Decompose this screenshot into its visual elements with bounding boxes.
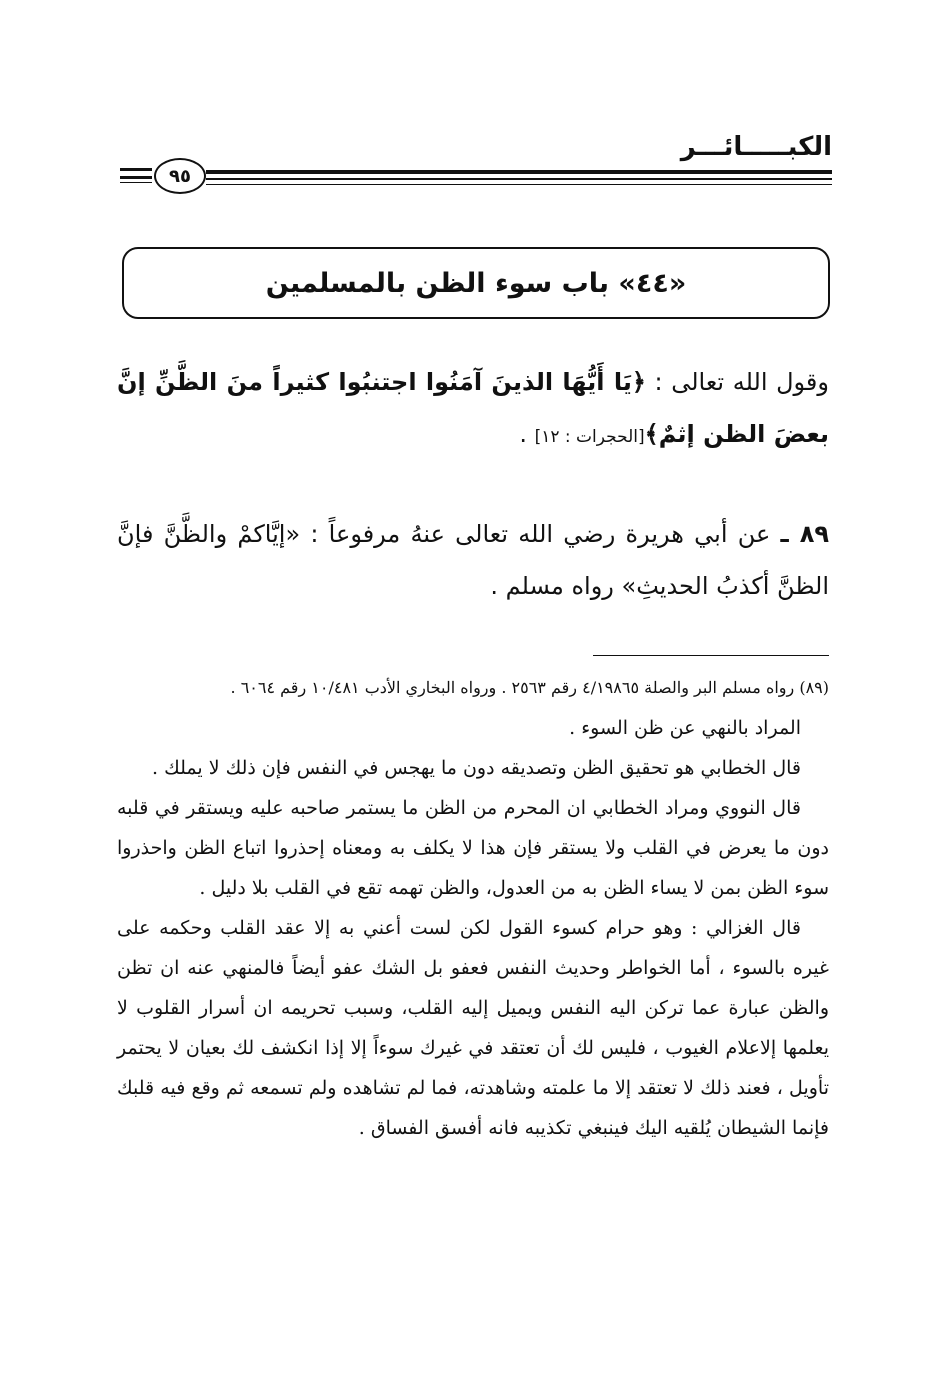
page-number: ٩٥ [154,158,206,194]
footnote-paragraph: المراد بالنهي عن ظن السوء . [569,717,801,739]
page-number-dash [120,176,152,179]
header-rule-thick [206,170,832,174]
page-number-dash [120,182,152,183]
quran-text: ﴿يَا أَيُّهَا الذينَ آمَنُوا اجتنبُوا كثيراً منَ الظَّنِّ إنَّ بعضَ الظن إثمٌ﴾ [117,368,829,448]
verse-end: . [519,420,535,448]
verse-reference: [الحجرات : ١٢] [534,427,645,447]
footnote-paragraph: قال الغزالي : وهو حرام كسوء القول لكن لست أعني به إلا عقد القلب وحكمه على غيره بالسوء ، أما الخواطر وحديث النفس فعفو بل الشك عفو أيضاً فالمنهي عنه ان تظن والظن عبارة عما تركن اليه النفس ويميل إليه القلب، وسبب تحريمه ان أسرار القلوب لا يعلمها إلاعلام الغيوب ، فليس لك أن تعتقد في غيرك سوءاً إلا إذا انكشف لك بعيان لا يحتمر تأويل ، فعند ذلك لا تعتقد إلا ما علمته وشاهدته، فما لم تشاهده ولم تسمعه ثم وقع فيه قلبك فإنما الشيطان يُلقيه اليك فينبغي تكذيبه فانه أفسق الفساق . [117,917,829,1139]
hadith-number: ٨٩ ـ [780,520,829,548]
chapter-title: «٤٤» باب سوء الظن بالمسلمين [265,267,687,299]
footnote-source: (٨٩) رواه مسلم البر والصلة ٤/١٩٨٦٥ رقم ٢٥٦٣ . ورواه البخاري الأدب ١٠/٤٨١ رقم ٦٠٦٤ . [230,678,829,697]
page-number-dash [120,168,152,171]
footnote-paragraph: قال النووي ومراد الخطابي ان المحرم من الظن ما يستمر صاحبه عليه ويستقر في قلبه دون ما يعرض في القلب ولا يستقر فإن هذا لا يكلف به ومعناه إحذروا اتباع الظن واحذروا سوء الظن بمن لا يساء الظن به من العدول، والظن تهمه تقع في القلب بلا دليل . [117,797,829,899]
footnote-separator [593,655,829,656]
book-title: الكبـــــائـــر [680,132,832,162]
verse-intro: وقول الله تعالى : [645,368,829,396]
footnotes [117,668,829,1148]
hadith-paragraph [117,508,829,612]
header-rule-thin [206,184,832,185]
chapter-title-box [122,247,830,319]
header-rule-medium [206,178,832,180]
quran-verse-paragraph [117,356,829,463]
running-header [120,132,832,192]
footnote-paragraph: قال الخطابي هو تحقيق الظن وتصديقه دون ما يهجس في النفس فإن ذلك لا يملك . [152,757,801,779]
hadith-text: عن أبي هريرة رضي الله تعالى عنهُ مرفوعاً : «إيَّاكمْ والظَّنَّ فإنَّ الظنَّ أكذبُ الحديثِ» رواه مسلم . [117,520,829,600]
